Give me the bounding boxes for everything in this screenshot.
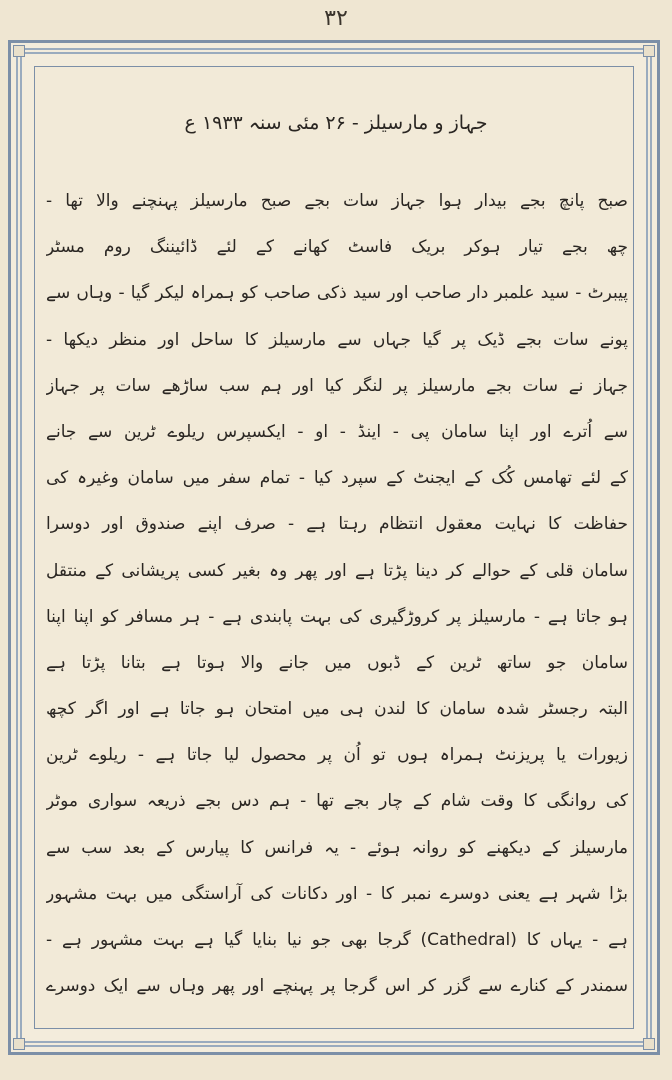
border-corner-ornament <box>13 45 25 57</box>
text-line: زیورات یا پریزنٹ ہمراہ ہوں تو اُن پر محصول لیا جاتا ہے - ریلوے ٹرین <box>46 745 628 766</box>
text-line: سامان جو ساتھ ٹرین کے ڈبوں میں جانے والا ہوتا ہے بتانا پڑتا ہے <box>46 652 628 673</box>
border-corner-ornament <box>13 1038 25 1050</box>
text-line: پیبرٹ - سید علمبر دار صاحب اور سید ذکی صاحب کو ہمراہ لیکر گیا - وہاں سے <box>46 283 628 304</box>
border-corner-ornament <box>643 45 655 57</box>
text-line: ہو جاتا ہے - مارسیلز پر کروڑگیری کی بہت پابندی ہے - ہر مسافر کو اپنا اپنا <box>46 606 628 627</box>
text-line: بڑا شہر ہے یعنی دوسرے نمبر کا - اور دکانات کی آراستگی میں بہت مشہور <box>46 883 628 904</box>
text-line: البتہ رجسٹر شدہ سامان کا لندن ہی میں امتحان ہو جاتا ہے اور اگر کچھ <box>46 699 628 720</box>
body-text <box>46 178 628 1009</box>
text-line: کی روانگی کا وقت شام کے چار بجے تھا - ہم دس بجے ذریعہ سواری موٹر <box>46 791 628 812</box>
text-line: حفاظت کا نہایت معقول انتظام رہتا ہے - صرف اپنے صندوق اور دوسرا <box>46 514 628 535</box>
text-line: سمندر کے کنارے سے گزر کر اس گرجا پر پہنچے اور پھر وہاں سے ایک دوسرے <box>46 976 628 997</box>
text-line: صبح پانچ بجے بیدار ہوا جہاز سات بجے صبح مارسیلز پہنچنے والا تھا - <box>46 191 628 211</box>
text-line: چھ بجے تیار ہوکر بریک فاسٹ کھانے کے لئے ڈائیننگ روم مسٹر <box>46 237 628 258</box>
border-corner-ornament <box>643 1038 655 1050</box>
text-line: سے اُترے اور اپنا سامان پی - اینڈ - او - ایکسپرس ریلوے ٹرین سے جانے <box>46 421 628 442</box>
section-heading: جہاز و مارسیلز - ۲۶ مئی سنہ ۱۹۳۳ ع <box>184 112 488 134</box>
text-line: ہے - یہاں کا (Cathedral) گرجا بھی جو نیا بنایا گیا ہے بہت مشہور ہے - <box>46 930 628 950</box>
text-line: مارسیلز کے دیکھنے کو روانہ ہوئے - یہ فرانس کا پیارس کے بعد سب سے <box>46 837 628 858</box>
text-line: کے لئے تھامس کُک کے ایجنٹ کے سپرد کیا - تمام سفر میں سامان وغیرہ کی <box>46 468 628 489</box>
page-number: ۳۲ <box>324 6 348 31</box>
text-line: سامان قلی کے حوالے کر دینا پڑتا ہے اور پھر وہ بغیر کسی پریشانی کے منتقل <box>46 560 628 581</box>
text-line: جہاز نے سات بجے مارسیلز پر لنگر کیا اور ہم سب ساڑھے سات پر جہاز <box>46 375 628 396</box>
text-line: پونے سات بجے ڈیک پر گیا جہاں سے مارسیلز کا ساحل اور منظر دیکھا - <box>46 329 628 350</box>
